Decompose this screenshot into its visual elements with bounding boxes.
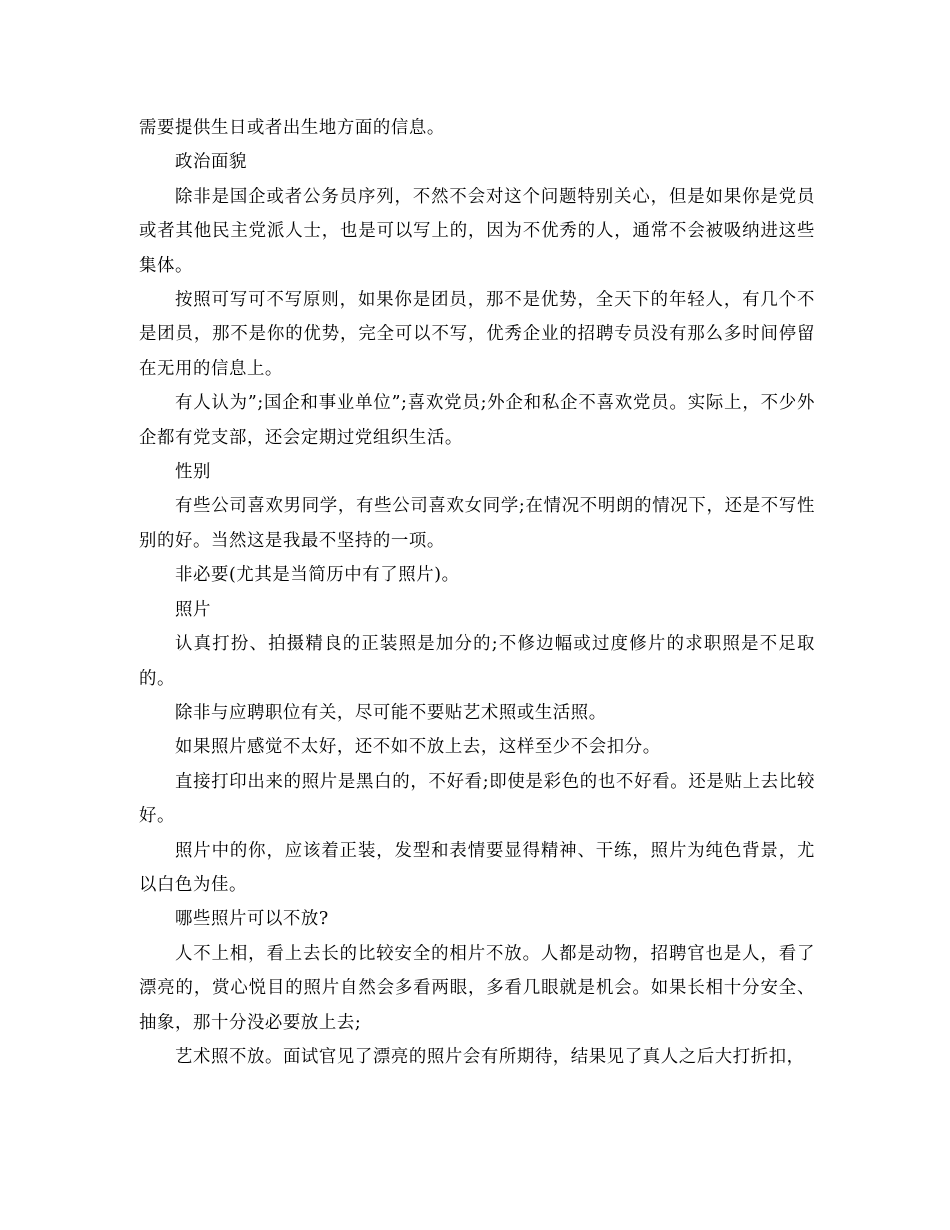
section-heading-photos-to-omit: 哪些照片可以不放?: [175, 909, 329, 930]
paragraph: 如果照片感觉不太好，还不如不放上去，这样至少不会扣分。: [175, 737, 661, 758]
section-heading-political-status: 政治面貌: [175, 152, 247, 173]
paragraph: 除非是国企或者公务员序列，不然不会对这个问题特别关心，但是如果你是党员或者其他民主党派人士，也是可以写上的，因为不优秀的人，通常不会被吸纳进这些集体。: [139, 186, 815, 276]
paragraph: 认真打扮、拍摄精良的正装照是加分的;不修边幅或过度修片的求职照是不足取的。: [139, 634, 815, 689]
paragraph: 直接打印出来的照片是黑白的，不好看;即使是彩色的也不好看。还是贴上去比较好。: [139, 771, 815, 827]
paragraph: 艺术照不放。面试官见了漂亮的照片会有所期待，结果见了真人之后大打折扣，: [175, 1046, 805, 1067]
paragraph: 照片中的你，应该着正装，发型和表情要显得精神、干练，照片为纯色背景，尤以白色为佳。: [139, 840, 815, 895]
paragraph: 有些公司喜欢男同学，有些公司喜欢女同学;在情况不明朗的情况下，还是不写性别的好。当然这是我最不坚持的一项。: [139, 496, 815, 551]
document-body: [139, 111, 815, 1074]
paragraph: 按照可写可不写原则，如果你是团员，那不是优势，全天下的年轻人，有几个不是团员，那不是你的优势，完全可以不写，优秀企业的招聘专员没有那么多时间停留在无用的信息上。: [139, 290, 815, 379]
paragraph: 除非与应聘职位有关，尽可能不要贴艺术照或生活照。: [175, 702, 607, 723]
paragraph: 人不上相，看上去长的比较安全的相片不放。人都是动物，招聘官也是人，看了漂亮的，赏心悦目的照片自然会多看两眼，多看几眼就是机会。如果长相十分安全、抽象，那十分没必要放上去;: [139, 943, 815, 1033]
section-heading-photo: 照片: [175, 599, 211, 620]
paragraph: 需要提供生日或者出生地方面的信息。: [139, 118, 445, 138]
paragraph: 有人认为”;国企和事业单位”;喜欢党员;外企和私企不喜欢党员。实际上，不少外企都有党支部，还会定期过党组织生活。: [139, 393, 815, 448]
paragraph: 非必要(尤其是当简历中有了照片)。: [175, 565, 460, 586]
section-heading-gender: 性别: [175, 462, 211, 483]
